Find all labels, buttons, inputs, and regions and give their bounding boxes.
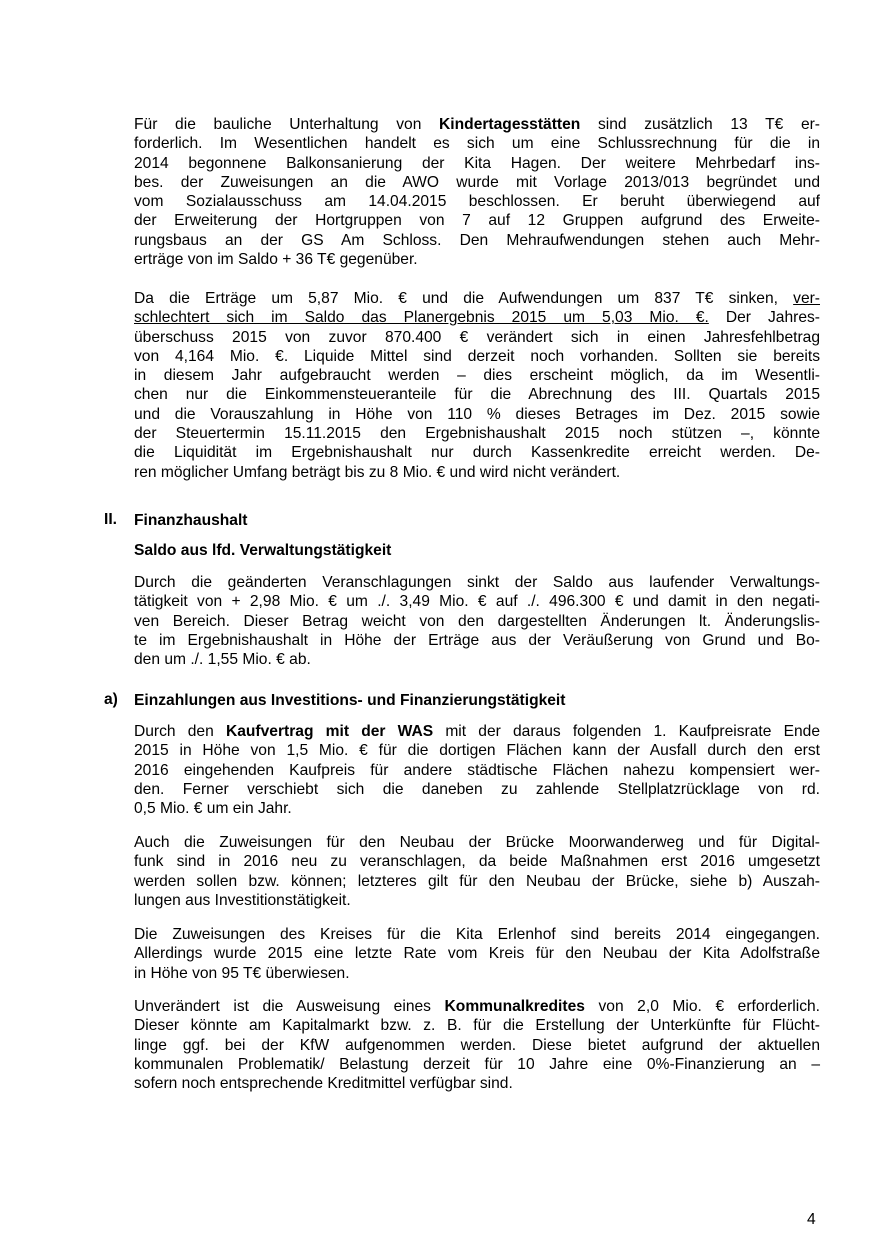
text-line [134, 1016, 820, 1035]
subsection-title-saldo: Saldo aus lfd. Verwaltungstätigkeit [134, 542, 392, 559]
text-line [134, 250, 820, 269]
text-run: werden sollen bzw. können; letzteres gilt für den Neubau der Brücke, siehe b) Auszah- [134, 872, 820, 890]
paragraph-zuweisungen-bruecke [134, 833, 820, 910]
text-line [134, 115, 820, 134]
text-run: überschuss 2015 von zuvor 870.400 € verändert sich in einen Jahresfehlbetrag [134, 328, 820, 346]
text-run: Der Jahres- [708, 309, 820, 327]
text-line [134, 231, 820, 250]
text-run: Durch die geänderten Veranschlagungen sinkt der Saldo aus laufender Verwaltungs- [134, 574, 820, 591]
text-line [134, 612, 820, 631]
text-line [134, 308, 820, 327]
text-run: chen nur die Einkommensteueranteile für die Abrechnung des III. Quartals 2015 [134, 386, 820, 404]
text-run: ren möglicher Umfang beträgt bis zu 8 Mio. € und wird nicht verändert. [134, 463, 621, 481]
text-run: 2015 in Höhe von 1,5 Mio. € für die dortigen Flächen kann der Ausfall durch den erst [134, 742, 820, 760]
text-line [134, 443, 820, 462]
text-line [134, 405, 820, 424]
text-run: ven Bereich. Dieser Betrag weicht von den dargestellten Änderungen lt. Änderungslis- [134, 612, 820, 630]
text-run: Die Zuweisungen des Kreises für die Kita Erlenhof sind bereits 2014 eingegangen. [134, 926, 820, 943]
underlined-text: ver- [793, 290, 820, 307]
text-line [134, 592, 820, 611]
text-run: der Erweiterung der Hortgruppen von 7 auf 12 Gruppen aufgrund des Erweite- [134, 212, 820, 230]
text-run: mit der daraus folgenden 1. Kaufpreisrate Ende [433, 723, 820, 740]
text-run: lungen aus Investitionstätigkeit. [134, 891, 351, 909]
text-line [134, 154, 820, 173]
text-run: sind zusätzlich 13 T€ er- [580, 116, 820, 133]
page-number: 4 [807, 1211, 816, 1228]
text-line [134, 722, 820, 741]
text-run: rungsbaus an der GS Am Schloss. Den Mehraufwendungen stehen auch Mehr- [134, 231, 820, 249]
text-run: Allerdings wurde 2015 eine letzte Rate vom Kreis für den Neubau der Kita Adolfstraße [134, 945, 820, 963]
text-run: 2016 eingehenden Kaufpreis für andere städtische Flächen nahezu kompensiert wer- [134, 761, 820, 779]
text-run: der Steuertermin 15.11.2015 den Ergebnishaushalt 2015 noch stützen –, könnte [134, 425, 820, 443]
text-line [134, 289, 820, 308]
text-run: in Höhe von 95 T€ überwiesen. [134, 964, 350, 982]
text-line [134, 347, 820, 366]
text-run: te im Ergebnishaushalt in Höhe der Erträge aus der Veräußerung von Grund und Bo- [134, 631, 820, 649]
text-line [134, 741, 820, 760]
text-line [134, 573, 820, 592]
text-line [134, 1074, 820, 1093]
text-line [134, 211, 820, 230]
text-run: linge ggf. bei der KfW aufgenommen werden. Diese bietet aufgrund der aktuellen [134, 1036, 820, 1054]
paragraph-kaufvertrag [134, 722, 820, 818]
text-line [134, 799, 820, 818]
paragraph-kita-maintenance [134, 115, 820, 269]
text-run: und die Vorauszahlung in Höhe von 110 % dieses Betrages im Dez. 2015 sowie [134, 405, 820, 423]
text-line [134, 631, 820, 650]
text-run: den um ./. 1,55 Mio. € ab. [134, 651, 311, 669]
text-run: bes. der Zuweisungen an die AWO wurde mit Vorlage 2013/013 begründet und [134, 173, 820, 191]
text-run: Unverändert ist die Ausweisung eines [134, 998, 445, 1015]
text-run: forderlich. Im Wesentlichen handelt es sich um eine Schlussrechnung für die in [134, 135, 820, 153]
subsection-letter: a) [104, 691, 118, 708]
text-run: Auch die Zuweisungen für den Neubau der Brücke Moorwanderweg und für Digital- [134, 834, 820, 851]
text-line [134, 780, 820, 799]
paragraph-kita-erlenhof [134, 925, 820, 983]
text-run: vom Sozialausschuss am 14.04.2015 beschlossen. Er beruht überwiegend auf [134, 193, 820, 211]
text-run: Da die Erträge um 5,87 Mio. € und die Aufwendungen um 837 T€ sinken, [134, 290, 794, 307]
bold-text: Kommunalkredites [444, 998, 585, 1015]
text-run: sofern noch entsprechende Kreditmittel verfügbar sind. [134, 1075, 513, 1093]
text-line [134, 173, 820, 192]
section-number: II. [104, 511, 117, 528]
text-run: in diesem Jahr aufgebraucht werden – dies erscheint möglich, da im Wesentli- [134, 367, 820, 385]
text-line [134, 192, 820, 211]
text-line [134, 1055, 820, 1074]
text-line [134, 650, 820, 669]
paragraph-kommunalkredit [134, 997, 820, 1093]
text-run: Dieser könnte am Kapitalmarkt bzw. z. B. für die Erstellung der Unterkünfte für Flücht- [134, 1017, 820, 1035]
paragraph-planergebnis [134, 289, 820, 482]
text-line [134, 328, 820, 347]
text-run: von 2,0 Mio. € erforderlich. [584, 998, 821, 1015]
section-title-finanzhaushalt: Finanzhaushalt [134, 512, 248, 529]
bold-text: Kindertagesstätten [439, 116, 581, 133]
text-line [134, 424, 820, 443]
text-line [134, 761, 820, 780]
text-line [134, 964, 820, 983]
text-run: den. Ferner verschiebt sich die daneben zu zahlende Stellplatzrücklage von rd. [134, 780, 820, 798]
text-line [134, 463, 820, 482]
text-run: kommunalen Problematik/ Belastung derzeit für 10 Jahre eine 0%-Finanzierung an – [134, 1055, 820, 1073]
text-run: die Liquidität im Ergebnishaushalt nur durch Kassenkredite erreicht werden. De- [134, 444, 820, 462]
text-line [134, 944, 820, 963]
subsection-title-einzahlungen: Einzahlungen aus Investitions- und Finanzierungstätigkeit [134, 692, 566, 709]
text-line [134, 385, 820, 404]
text-run: funk sind in 2016 neu zu veranschlagen, da beide Maßnahmen erst 2016 umgesetzt [134, 853, 820, 871]
text-run: tätigkeit von + 2,98 Mio. € um ./. 3,49 Mio. € auf ./. 496.300 € und damit in den negati- [134, 593, 820, 611]
text-line [134, 997, 820, 1016]
text-run: 2014 begonnene Balkonsanierung der Kita Hagen. Der weitere Mehrbedarf ins- [134, 154, 820, 172]
text-run: Für die bauliche Unterhaltung von [134, 116, 440, 133]
text-run: 0,5 Mio. € um ein Jahr. [134, 800, 292, 818]
text-line [134, 891, 820, 910]
bold-text: Kaufvertrag mit der WAS [225, 723, 434, 740]
text-line [134, 134, 820, 153]
paragraph-verwaltungstaetigkeit [134, 573, 820, 669]
text-line [134, 852, 820, 871]
text-line [134, 925, 820, 944]
text-run: von 4,164 Mio. €. Liquide Mittel sind derzeit noch vorhanden. Sollten sie bereits [134, 347, 820, 365]
text-line [134, 872, 820, 891]
text-run: Durch den [134, 723, 226, 740]
text-run: erträge von im Saldo + 36 T€ gegenüber. [134, 251, 418, 269]
underlined-text: schlechtert sich im Saldo das Planergebnis 2015 um 5,03 Mio. €. [134, 309, 709, 327]
text-line [134, 1036, 820, 1055]
text-line [134, 366, 820, 385]
text-line [134, 833, 820, 852]
